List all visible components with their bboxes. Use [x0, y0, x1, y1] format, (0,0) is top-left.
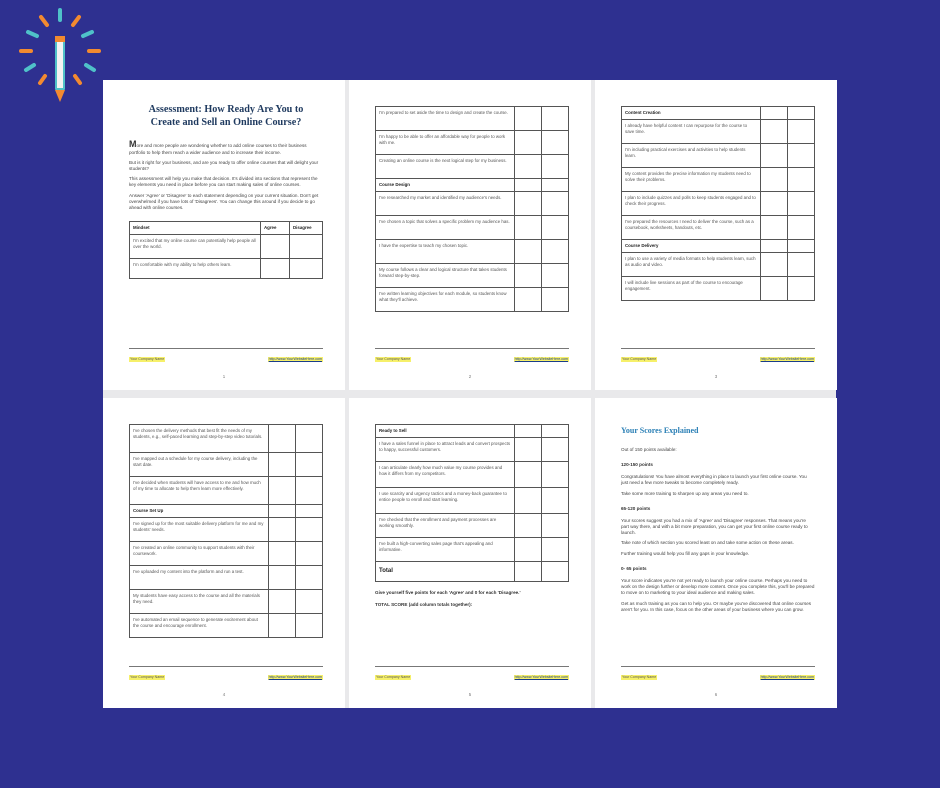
- agree-cell[interactable]: [269, 613, 296, 637]
- page-title: Assessment: How Ready Are You to Create and Sell an Online Course?: [148, 104, 304, 128]
- statement-cell: I already have helpful content I can repurpose for the course to save time.: [622, 119, 761, 143]
- website-link[interactable]: http://www.YourWebsiteHere.com: [760, 675, 814, 679]
- section-heading: Course Delivery: [622, 239, 761, 252]
- agree-cell[interactable]: [515, 239, 542, 263]
- statement-cell: I'm prepared to set aside the time to design and create the course.: [376, 107, 515, 131]
- page-footer: [621, 348, 815, 364]
- agree-cell[interactable]: [761, 167, 788, 191]
- page-number: 5: [468, 692, 472, 698]
- agree-cell[interactable]: [761, 143, 788, 167]
- agree-cell[interactable]: [269, 589, 296, 613]
- agree-cell[interactable]: [515, 131, 542, 155]
- section-heading: Course Set Up: [130, 505, 269, 518]
- disagree-cell[interactable]: [542, 131, 569, 155]
- page-number: 1: [222, 374, 226, 380]
- statement-cell: I've chosen the delivery methods that best fit the needs of my students, e.g., self-paced learning and step-by-step video tutorials.: [130, 425, 269, 453]
- agree-cell[interactable]: [761, 215, 788, 239]
- disagree-cell[interactable]: [542, 287, 569, 311]
- statement-cell: I can articulate clearly how much value my course provides and how it differs from my competitors.: [376, 461, 515, 487]
- company-name: Your Company Name: [130, 357, 165, 361]
- disagree-cell[interactable]: [788, 276, 815, 300]
- agree-cell[interactable]: [761, 276, 788, 300]
- scores-title: Your Scores Explained: [621, 426, 699, 435]
- disagree-cell[interactable]: [290, 259, 323, 279]
- score-band-text: Take some more training to sharpen up any areas you need to.: [621, 490, 749, 496]
- section-heading: Course Design: [376, 179, 515, 192]
- disagree-cell[interactable]: [296, 613, 323, 637]
- score-band-text: Take note of which section you scored least on and take some action on these areas.: [621, 540, 794, 546]
- disagree-cell[interactable]: [542, 191, 569, 215]
- agree-cell[interactable]: [269, 425, 296, 453]
- agree-cell: [515, 425, 542, 438]
- disagree-cell[interactable]: [542, 513, 569, 537]
- assessment-table: [375, 424, 569, 582]
- agree-cell[interactable]: [515, 537, 542, 561]
- total-score-label: TOTAL SCORE (add column totals together):: [375, 602, 473, 608]
- statement-cell: I plan to use a variety of media formats to help students learn, such as audio and video.: [622, 252, 761, 276]
- statement-cell: I'm happy to be able to offer an affordable way for people to work with me.: [376, 131, 515, 155]
- statement-cell: My students have easy access to the course and all the materials they need.: [130, 589, 269, 613]
- agree-cell[interactable]: [515, 263, 542, 287]
- section-heading: Mindset: [130, 222, 261, 235]
- disagree-cell[interactable]: [542, 487, 569, 513]
- disagree-cell: [542, 425, 569, 438]
- agree-cell[interactable]: [269, 477, 296, 505]
- agree-cell: [761, 239, 788, 252]
- statement-cell: I have a sales funnel in place to attract leads and convert prospects to happy, successful customers.: [376, 437, 515, 461]
- score-band-heading: 65-120 points: [621, 505, 651, 511]
- score-band-text: Congratulations! You have almost everything in place to launch your first online course. You just need a few more tweaks to become completely ready.: [621, 474, 807, 486]
- disagree-cell[interactable]: [296, 589, 323, 613]
- statement-cell: I've prepared the resources I need to deliver the course, such as a coursebook, worksheets, handouts, etc.: [622, 215, 761, 239]
- page-number: 2: [468, 374, 472, 380]
- page-footer: [375, 348, 569, 364]
- statement-cell: I'm including practical exercises and activities to help students learn.: [622, 143, 761, 167]
- points-note: Give yourself five points for each 'Agree' and 0 for each 'Disagree.': [375, 589, 521, 595]
- company-name: Your Company Name: [622, 675, 657, 679]
- statement-cell: I'm comfortable with my ability to help others learn.: [130, 259, 261, 279]
- disagree-cell[interactable]: [296, 425, 323, 453]
- statement-cell: I've uploaded my content into the platform and run a test.: [130, 565, 269, 589]
- company-name: Your Company Name: [622, 357, 657, 361]
- page-2: [349, 80, 591, 390]
- company-name: Your Company Name: [376, 357, 411, 361]
- statement-cell: I plan to include quizzes and polls to keep students engaged and to check their progress.: [622, 191, 761, 215]
- website-link[interactable]: http://www.YourWebsiteHere.com: [760, 357, 814, 361]
- score-band-heading: 120-150 points: [621, 461, 653, 467]
- agree-cell[interactable]: [761, 252, 788, 276]
- statement-cell: I've checked that the enrollment and payment processes are working smoothly.: [376, 513, 515, 537]
- statement-cell: I'm excited that my online course can potentially help people all over the world.: [130, 235, 261, 259]
- agree-total-cell[interactable]: [515, 561, 542, 581]
- page-4: [103, 398, 345, 708]
- page-footer: [375, 666, 569, 682]
- statement-cell: My course follows a clear and logical structure that takes students forward step-by-step.: [376, 263, 515, 287]
- intro-paragraph: But is it right for your business, and are you ready to offer online courses that will delight your students?: [129, 159, 319, 172]
- disagree-cell[interactable]: [296, 477, 323, 505]
- disagree-cell[interactable]: [542, 537, 569, 561]
- agree-cell: [269, 505, 296, 518]
- page-6: [595, 398, 837, 708]
- score-band-text: Get as much training as you can to help you. Or maybe you've discovered that online courses aren't for you. In this case, focus on the other areas of your business where you can grow.: [621, 600, 812, 612]
- disagree-header: Disagree: [290, 222, 323, 235]
- intro-paragraph: This assessment will help you make that decision. It's divided into sections that represent the key elements you need in place before you can start making sales of online courses.: [129, 176, 318, 188]
- statement-cell: I've decided when students will have access to me and how much of my time to allocate to help them learn more effectively.: [130, 477, 269, 505]
- agree-cell[interactable]: [515, 215, 542, 239]
- disagree-cell[interactable]: [296, 517, 323, 541]
- agree-cell[interactable]: [269, 565, 296, 589]
- statement-cell: I have the expertise to teach my chosen topic.: [376, 239, 515, 263]
- disagree-cell[interactable]: [296, 453, 323, 477]
- page-5: [349, 398, 591, 708]
- agree-cell: [515, 179, 542, 192]
- total-label: Total: [376, 561, 515, 581]
- assessment-table: [129, 221, 323, 279]
- statement-cell: I've created an online community to support students with their coursework.: [130, 541, 269, 565]
- agree-cell[interactable]: [261, 235, 290, 259]
- disagree-cell[interactable]: [788, 215, 815, 239]
- website-link[interactable]: http://www.YourWebsiteHere.com: [268, 357, 322, 361]
- agree-cell: [761, 107, 788, 120]
- website-link[interactable]: http://www.YourWebsiteHere.com: [514, 675, 568, 679]
- disagree-cell: [788, 107, 815, 120]
- website-link[interactable]: http://www.YourWebsiteHere.com: [268, 675, 322, 679]
- disagree-cell[interactable]: [542, 263, 569, 287]
- agree-cell[interactable]: [515, 487, 542, 513]
- page-footer: [129, 348, 323, 364]
- page-number: 3: [714, 374, 718, 380]
- disagree-cell[interactable]: [788, 191, 815, 215]
- statement-cell: Creating an online course is the next logical step for my business.: [376, 155, 515, 179]
- agree-cell[interactable]: [515, 437, 542, 461]
- disagree-cell: [542, 179, 569, 192]
- statement-cell: My content provides the precise information my students need to solve their problems.: [622, 167, 761, 191]
- agree-cell[interactable]: [761, 119, 788, 143]
- page-footer: [621, 666, 815, 682]
- disagree-cell[interactable]: [296, 541, 323, 565]
- assessment-table: [375, 106, 569, 312]
- disagree-cell: [296, 505, 323, 518]
- pencil-burst-logo-icon: [14, 6, 110, 110]
- disagree-cell[interactable]: [788, 252, 815, 276]
- disagree-cell[interactable]: [542, 155, 569, 179]
- assessment-table: [129, 424, 323, 638]
- disagree-cell[interactable]: [542, 215, 569, 239]
- section-heading: Content Creation: [622, 107, 761, 120]
- score-band-text: Your scores suggest you had a mix of 'Agree' and 'Disagree' responses. That means you're part way there, and with a bit more preparation, you can get your first online course ready to launch.: [621, 517, 808, 536]
- statement-cell: I've written learning objectives for each module, so students know what they'll achieve.: [376, 287, 515, 311]
- page-number: 4: [222, 692, 226, 698]
- disagree-cell[interactable]: [788, 143, 815, 167]
- disagree-cell[interactable]: [542, 107, 569, 131]
- statement-cell: I've built a high-converting sales page that's appealing and informative.: [376, 537, 515, 561]
- disagree-cell[interactable]: [542, 239, 569, 263]
- agree-cell[interactable]: [269, 541, 296, 565]
- page-3: [595, 80, 837, 390]
- agree-cell[interactable]: [515, 191, 542, 215]
- disagree-cell[interactable]: [788, 167, 815, 191]
- agree-cell[interactable]: [761, 191, 788, 215]
- statement-cell: I've mapped out a schedule for my course delivery, including the start date.: [130, 453, 269, 477]
- disagree-cell[interactable]: [788, 119, 815, 143]
- section-heading: Ready to Sell: [376, 425, 515, 438]
- agree-cell[interactable]: [515, 155, 542, 179]
- statement-cell: I've signed up for the most suitable delivery platform for me and my students' needs.: [130, 517, 269, 541]
- disagree-cell[interactable]: [296, 565, 323, 589]
- statement-cell: I will include live sessions as part of the course to encourage engagement.: [622, 276, 761, 300]
- disagree-cell[interactable]: [542, 437, 569, 461]
- agree-header: Agree: [261, 222, 290, 235]
- agree-cell[interactable]: [515, 287, 542, 311]
- disagree-cell[interactable]: [542, 461, 569, 487]
- score-band-heading: 0- 65 points: [621, 565, 647, 571]
- company-name: Your Company Name: [376, 675, 411, 679]
- agree-cell[interactable]: [261, 259, 290, 279]
- website-link[interactable]: http://www.YourWebsiteHere.com: [514, 357, 568, 361]
- score-band-text: Your score indicates you're not yet ready to launch your online course. Perhaps you need to work on the design further or develop more content. Once you complete this, you'll be prepared to move on to marketing to your ideal audience and making sales.: [621, 578, 815, 596]
- statement-cell: I've automated an email sequence to generate excitement about the course and encourage enrollment.: [130, 613, 269, 637]
- company-name: Your Company Name: [130, 675, 165, 679]
- score-band-text: Further training would help you fill any gaps in your knowledge.: [621, 550, 750, 556]
- assessment-table: [621, 106, 815, 301]
- statement-cell: I've chosen a topic that solves a specific problem my audience has.: [376, 215, 515, 239]
- agree-cell[interactable]: [269, 453, 296, 477]
- statement-cell: I've researched my market and identified my audience's needs.: [376, 191, 515, 215]
- intro-paragraph: More and more people are wondering whether to add online courses to their business portfolio to help them reach a wider audience and to increase their income.: [129, 138, 307, 155]
- document-sheet: [103, 80, 836, 708]
- disagree-cell: [788, 239, 815, 252]
- agree-cell[interactable]: [515, 513, 542, 537]
- page-1: [103, 80, 345, 390]
- disagree-cell[interactable]: [290, 235, 323, 259]
- disagree-total-cell[interactable]: [542, 561, 569, 581]
- agree-cell[interactable]: [269, 517, 296, 541]
- page-footer: [129, 666, 323, 682]
- intro-paragraph: Answer 'Agree' or 'Disagree' to each statement depending on your current situation. Don't get overwhelmed if you have lots of 'Disagrees'. You can change this around if you decide to go ahead with online courses.: [129, 192, 319, 210]
- agree-cell[interactable]: [515, 461, 542, 487]
- scores-intro: Out of 150 points available:: [621, 446, 677, 452]
- statement-cell: I use scarcity and urgency tactics and a money-back guarantee to entice people to enroll and start learning.: [376, 487, 515, 513]
- page-number: 6: [714, 692, 718, 698]
- agree-cell[interactable]: [515, 107, 542, 131]
